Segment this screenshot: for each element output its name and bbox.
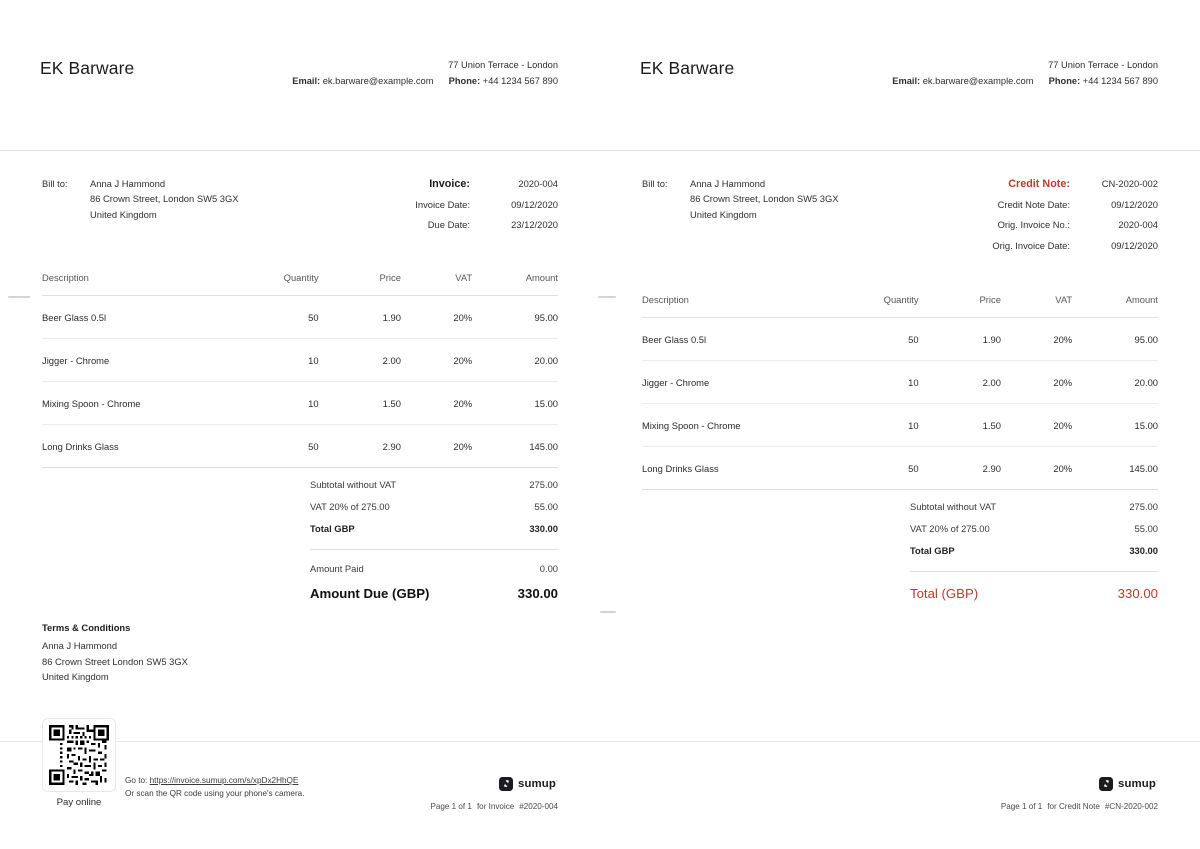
header-vat: VAT [1011, 294, 1086, 318]
footer-for-label: for Credit Note [1047, 802, 1100, 811]
invoice-footer [431, 775, 558, 811]
phone-label: Phone: [1048, 75, 1081, 86]
footer-doc-ref: #2020-004 [519, 802, 558, 811]
row-vat: 20% [411, 296, 486, 339]
invoice-date-value: 09/12/2020 [511, 198, 558, 210]
row-price: 2.90 [935, 447, 1011, 490]
header-description: Description [42, 272, 253, 296]
row-description: Jigger - Chrome [642, 361, 853, 404]
page-footer-note [431, 802, 558, 811]
amount-paid-value: 0.00 [539, 562, 558, 574]
totals-divider [310, 549, 558, 550]
vat-label: VAT 20% of 275.00 [310, 500, 390, 512]
row-price: 2.90 [335, 425, 411, 468]
invoice-number-value: 2020-004 [518, 178, 558, 189]
sumup-logo [499, 776, 558, 791]
orig-invoice-date-label: Orig. Invoice Date: [992, 239, 1070, 251]
row-description: Long Drinks Glass [642, 447, 853, 490]
totals-divider [910, 571, 1158, 572]
amount-paid-label: Amount Paid [310, 562, 364, 574]
pay-online-link[interactable]: https://invoice.sumup.com/s/xpDx2HhQE [149, 776, 299, 785]
table-row [642, 447, 1158, 490]
total-gbp-label: Total GBP [310, 522, 355, 534]
table-header-row [642, 294, 1158, 318]
row-price: 2.00 [335, 339, 411, 382]
company-contact-block [892, 58, 1158, 89]
row-quantity: 10 [253, 382, 335, 425]
credit-note-items-table [642, 294, 1158, 490]
bill-to-label: Bill to: [642, 178, 668, 189]
terms-line-1: Anna J Hammond [42, 640, 118, 652]
table-row [642, 318, 1158, 361]
amount-due-label: Amount Due (GBP) [310, 586, 430, 601]
company-name: EK Barware [640, 58, 735, 78]
row-amount: 95.00 [1086, 318, 1158, 361]
row-price: 1.90 [335, 296, 411, 339]
company-phone: +44 1234 567 890 [482, 75, 558, 86]
row-amount: 145.00 [1086, 447, 1158, 490]
sumup-wordmark: sumup· [1118, 777, 1158, 790]
row-quantity: 10 [853, 361, 935, 404]
credit-note-number-label: Credit Note: [1008, 178, 1070, 190]
sumup-logo [1099, 776, 1158, 791]
row-quantity: 50 [253, 425, 335, 468]
terms-line-2: 86 Crown Street London SW5 3GX [42, 655, 188, 667]
invoice-date-label: Invoice Date: [415, 198, 470, 210]
bill-to-label: Bill to: [42, 178, 68, 189]
row-quantity: 50 [853, 447, 935, 490]
credit-note-page [600, 0, 1200, 849]
email-label: Email: [892, 75, 921, 86]
company-address: 77 Union Terrace - London [448, 60, 558, 70]
row-vat: 20% [411, 339, 486, 382]
header-quantity: Quantity [853, 294, 935, 318]
vat-value: 55.00 [1134, 522, 1158, 534]
total-gbp-value: 330.00 [1129, 544, 1158, 556]
row-vat: 20% [411, 382, 486, 425]
header-description: Description [642, 294, 853, 318]
invoice-totals-block [310, 473, 558, 607]
company-name: EK Barware [40, 58, 135, 78]
row-description: Beer Glass 0.5l [642, 318, 853, 361]
terms-line-3: United Kingdom [42, 670, 109, 682]
row-amount: 145.00 [486, 425, 558, 468]
table-row [42, 382, 558, 425]
row-amount: 15.00 [486, 382, 558, 425]
page-count: Page 1 of 1 [430, 802, 472, 811]
credit-note-date-label: Credit Note Date: [997, 198, 1070, 210]
email-label: Email: [292, 75, 321, 86]
row-description: Long Drinks Glass [42, 425, 253, 468]
bill-to-country: United Kingdom [90, 208, 157, 220]
header-amount: Amount [486, 272, 558, 296]
sumup-badge-icon [1099, 777, 1113, 791]
page-footer-note [1001, 802, 1158, 811]
table-row [42, 339, 558, 382]
terms-title: Terms & Conditions [42, 622, 131, 633]
row-description: Mixing Spoon - Chrome [42, 382, 253, 425]
total-gbp-value: 330.00 [529, 522, 558, 534]
qr-scan-hint: Or scan the QR code using your phone's camera. [125, 788, 305, 798]
invoice-items-table [42, 272, 558, 468]
vat-label: VAT 20% of 275.00 [910, 522, 990, 534]
row-price: 2.00 [935, 361, 1011, 404]
row-quantity: 50 [853, 318, 935, 361]
header-quantity: Quantity [253, 272, 335, 296]
grand-total-value: 330.00 [1117, 586, 1158, 601]
table-header-row [42, 272, 558, 296]
invoice-due-date-label: Due Date: [427, 219, 470, 231]
row-quantity: 50 [253, 296, 335, 339]
grand-total-label: Total (GBP) [910, 586, 979, 601]
row-quantity: 10 [253, 339, 335, 382]
credit-note-meta-block [838, 174, 1158, 256]
company-phone: +44 1234 567 890 [1082, 75, 1158, 86]
orig-invoice-no-label: Orig. Invoice No.: [997, 219, 1070, 231]
header-price: Price [335, 272, 411, 296]
table-row [42, 425, 558, 468]
table-row [642, 361, 1158, 404]
credit-note-number-value: CN-2020-002 [1101, 178, 1158, 189]
bill-to-street: 86 Crown Street, London SW5 3GX [90, 193, 239, 205]
row-vat: 20% [1011, 447, 1086, 490]
pay-online-label: Pay online [56, 797, 102, 808]
amount-due-value: 330.00 [517, 586, 558, 601]
bill-to-street: 86 Crown Street, London SW5 3GX [690, 193, 839, 205]
invoice-number-label: Invoice: [429, 178, 470, 190]
orig-invoice-no-value: 2020-004 [1118, 219, 1158, 231]
table-row [42, 296, 558, 339]
header-amount: Amount [1086, 294, 1158, 318]
footer-doc-ref: #CN-2020-002 [1104, 802, 1158, 811]
table-row [642, 404, 1158, 447]
row-vat: 20% [1011, 404, 1086, 447]
row-vat: 20% [1011, 318, 1086, 361]
credit-note-date-value: 09/12/2020 [1111, 198, 1158, 210]
sumup-badge-icon [499, 777, 513, 791]
row-price: 1.90 [935, 318, 1011, 361]
header-price: Price [935, 294, 1011, 318]
terms-and-conditions-block [42, 620, 188, 684]
row-price: 1.50 [335, 382, 411, 425]
pay-online-block[interactable] [43, 719, 115, 808]
bill-to-name: Anna J Hammond [690, 178, 766, 189]
invoice-due-date-value: 23/12/2020 [511, 219, 558, 231]
footer-for-label: for Invoice [476, 802, 515, 811]
row-description: Jigger - Chrome [42, 339, 253, 382]
subtotal-value: 275.00 [529, 478, 558, 490]
total-gbp-label: Total GBP [910, 544, 955, 556]
credit-note-totals-block [910, 495, 1158, 607]
subtotal-label: Subtotal without VAT [310, 478, 397, 490]
row-quantity: 10 [853, 404, 935, 447]
company-email: ek.barware@example.com [922, 75, 1034, 86]
bill-to-name: Anna J Hammond [90, 178, 166, 189]
invoice-meta-block [258, 174, 558, 236]
orig-invoice-date-value: 09/12/2020 [1111, 239, 1158, 251]
goto-prefix: Go to: [125, 776, 148, 785]
row-amount: 20.00 [1086, 361, 1158, 404]
row-description: Beer Glass 0.5l [42, 296, 253, 339]
sumup-wordmark: sumup· [518, 777, 558, 790]
row-description: Mixing Spoon - Chrome [642, 404, 853, 447]
company-address: 77 Union Terrace - London [1048, 60, 1158, 70]
row-amount: 95.00 [486, 296, 558, 339]
qr-code-icon[interactable] [43, 719, 115, 791]
page-count: Page 1 of 1 [1000, 802, 1043, 811]
vat-value: 55.00 [534, 500, 558, 512]
row-price: 1.50 [935, 404, 1011, 447]
row-amount: 15.00 [1086, 404, 1158, 447]
header-vat: VAT [411, 272, 486, 296]
row-amount: 20.00 [486, 339, 558, 382]
credit-note-header [640, 58, 1158, 98]
subtotal-value: 275.00 [1129, 500, 1158, 512]
bill-to-country: United Kingdom [690, 208, 757, 220]
company-contact-block [292, 58, 558, 89]
company-email: ek.barware@example.com [322, 75, 434, 86]
phone-label: Phone: [448, 75, 481, 86]
invoice-header [40, 58, 558, 98]
credit-note-footer [1001, 775, 1158, 811]
row-vat: 20% [411, 425, 486, 468]
pay-online-instructions [125, 775, 305, 800]
row-vat: 20% [1011, 361, 1086, 404]
subtotal-label: Subtotal without VAT [910, 500, 997, 512]
